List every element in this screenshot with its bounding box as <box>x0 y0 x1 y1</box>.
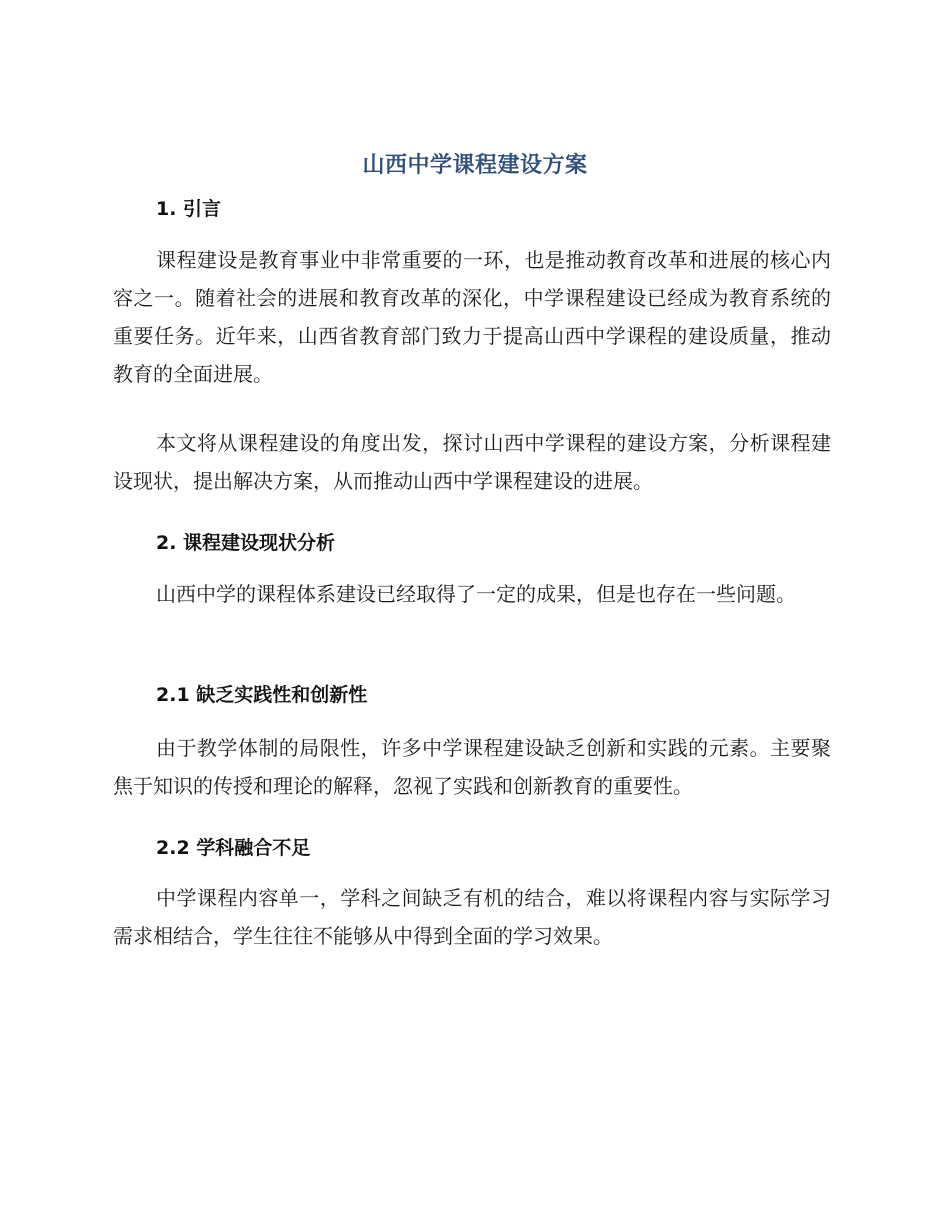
paragraph-intro-1: 课程建设是教育事业中非常重要的一环，也是推动教育改革和进展的核心内容之一。随着社会的进展和教育改革的深化，中学课程建设已经成为教育系统的重要任务。近年来，山西省教育部门致力于提高山西中学课程的建设质量，推动教育的全面进展。 <box>113 248 831 386</box>
section-heading-practice: 2.1 缺乏实践性和创新性 <box>156 684 368 706</box>
paragraph-integration-1: 中学课程内容单一，学科之间缺乏有机的结合，难以将课程内容与实际学习需求相结合，学生往往不能够从中得到全面的学习效果。 <box>113 886 831 948</box>
document-title: 山西中学课程建设方案 <box>362 153 588 178</box>
paragraph-status-1: 山西中学的课程体系建设已经取得了一定的成果，但是也存在一些问题。 <box>156 582 796 606</box>
paragraph-practice-1: 由于教学体制的局限性，许多中学课程建设缺乏创新和实践的元素。主要聚焦于知识的传授和理论的解释，忽视了实践和创新教育的重要性。 <box>113 736 831 798</box>
section-heading-intro: 1. 引言 <box>156 198 222 220</box>
paragraph-intro-2: 本文将从课程建设的角度出发，探讨山西中学课程的建设方案，分析课程建设现状，提出解决方案，从而推动山西中学课程建设的进展。 <box>113 431 831 493</box>
section-heading-integration: 2.2 学科融合不足 <box>156 837 311 859</box>
section-heading-status: 2. 课程建设现状分析 <box>156 532 336 554</box>
